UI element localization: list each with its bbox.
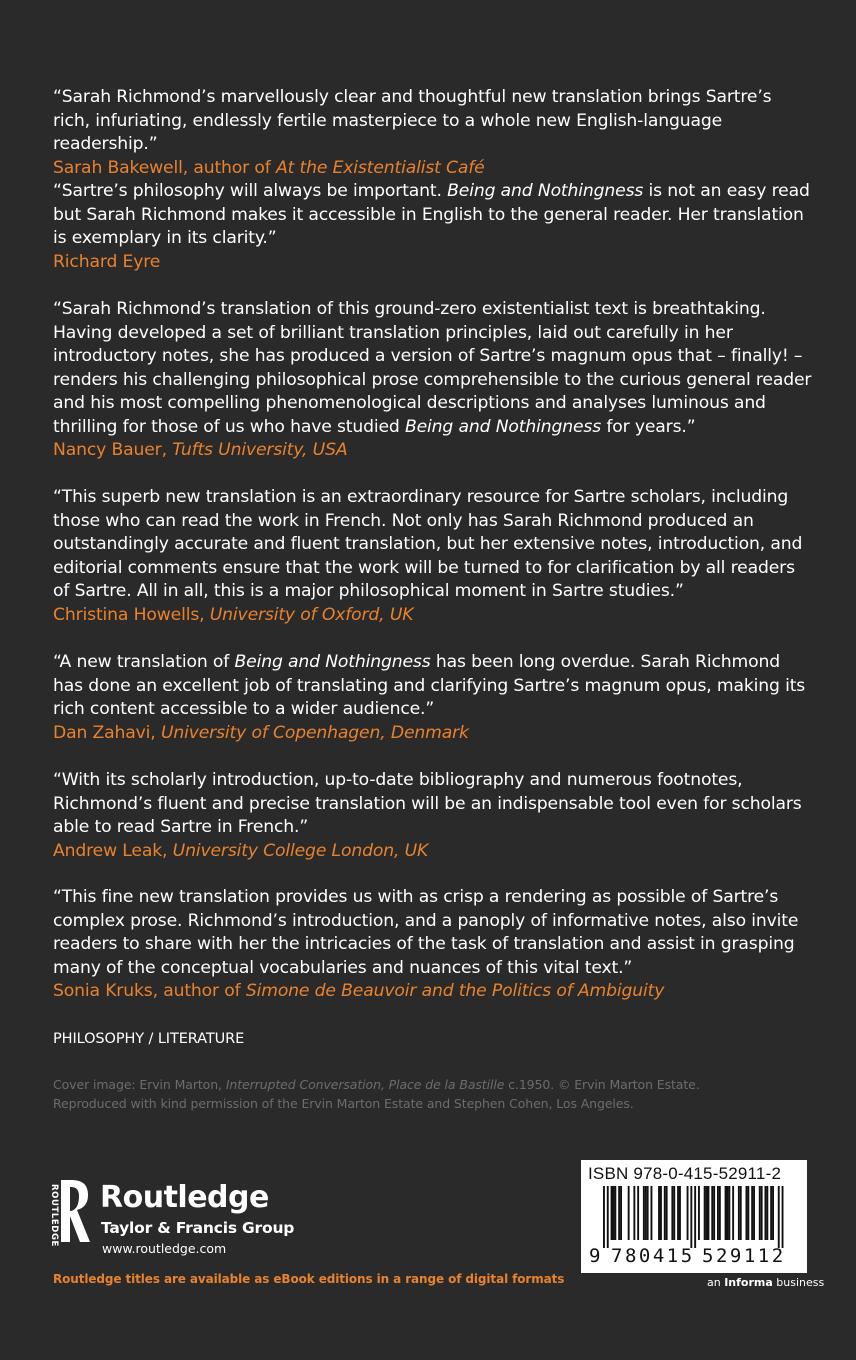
informa-business [707, 1276, 824, 1289]
barcode-bar [706, 1186, 708, 1240]
subject-category: PHILOSOPHY / LITERATURE [53, 1031, 245, 1047]
blurb-kruks [53, 886, 813, 1004]
quote-text: “Sarah Richmond’s translation of this ground-zero existentialist text is breathtaking. Having developed a set of brilliant translation principles, laid out carefully in her introductory notes, she has produced a version of Sartre’s magnum opus that – finally! – renders his challenging philosophical prose comprehensible to the curious general reader and his most compelling phenomenological descriptions and analyses luminous and thrilling for those of us who have studied [53, 299, 812, 437]
barcode-bar [765, 1186, 767, 1240]
barcode-bar [679, 1186, 681, 1240]
blurb-quote [53, 298, 813, 439]
isbn-label: ISBN 978-0-415-52911-2 [588, 1164, 782, 1183]
blurb-author: Andrew Leak, [53, 840, 173, 861]
barcode-bar [666, 1186, 668, 1240]
ebook-note: Routledge titles are available as eBook editions in a range of digital formats [53, 1272, 565, 1286]
isbn-barcode [581, 1160, 807, 1273]
barcode-bar [651, 1186, 653, 1240]
barcode-bar [727, 1186, 729, 1240]
blurb-bauer [53, 298, 813, 463]
routledge-logo [44, 1178, 304, 1258]
credit-line-1 [53, 1075, 813, 1094]
barcode-bar [747, 1186, 749, 1240]
barcode-digits-left: 780415 [611, 1245, 695, 1267]
quote-text: for years.” [601, 416, 696, 437]
barcode-bar [690, 1186, 692, 1248]
blurb-quote: “With its scholarly introduction, up-to-date bibliography and numerous footnotes, Richmond’s fluent and precise translation will be an indispensable tool even for scholars able to read Sartre in French.” [53, 770, 802, 837]
informa-text: business [772, 1276, 825, 1289]
blurb-affiliation: University College London, UK [172, 840, 429, 861]
barcode-bar [698, 1186, 700, 1240]
cover-image-credit [53, 1075, 813, 1113]
barcode-bar [687, 1186, 689, 1240]
blurb-quote: “This fine new translation provides us with as crisp a rendering as possible of Sartre’s complex prose. Richmond’s introduction, and a panoply of informative notes, also invite readers to share with her the intricacies of the task of translation and assist in grasping many of the conceptual vocabularies and nuances of this vital text.” [53, 887, 799, 978]
barcode-bar [732, 1186, 734, 1240]
blurb-author: Dan Zahavi, [53, 722, 161, 743]
vertical-publisher-mark: ROUTLEDGE [49, 1184, 59, 1247]
blurb-affiliation: University of Copenhagen, Denmark [160, 722, 469, 743]
barcode-digit-first: 9 [589, 1245, 601, 1267]
barcode-bar [770, 1186, 772, 1240]
blurb-attribution [53, 980, 813, 1004]
barcode-bar [633, 1186, 635, 1240]
barcode-bar [772, 1186, 774, 1240]
barcode-bar [645, 1186, 647, 1240]
blurb-quote: “This superb new translation is an extraordinary resource for Sartre scholars, including those who can read the work in French. Not only has Sarah Richmond produced an outstandingly accurate and fluent translation, but her extensive notes, introduction, and editorial comments ensure that the work will be turned to for clarification by all readers of Sartre. All in all, this is a major philosophical moment in Sartre studies.” [53, 487, 803, 601]
blurb-author: Richard Eyre [53, 251, 161, 272]
barcode-bar [725, 1186, 727, 1240]
barcode-bar [607, 1186, 609, 1248]
blurb-eyre [53, 180, 813, 274]
blurb-author: Sarah Bakewell, author of [53, 157, 276, 178]
quote-text: is not an easy read but Sarah Richmond makes it accessible in English to the general reader. Her translation is exemplary in its clarity.” [53, 181, 810, 248]
barcode-bar [751, 1186, 753, 1240]
barcode-bar [618, 1186, 620, 1240]
barcode-bar [717, 1186, 719, 1240]
blurb-author: Nancy Bauer, [53, 440, 173, 460]
barcode-bar [677, 1186, 679, 1240]
publisher-name: Routledge [100, 1180, 269, 1215]
blurb-attribution [53, 439, 813, 463]
blurb-author: Christina Howells, [53, 604, 210, 625]
barcode-bar [664, 1186, 666, 1240]
quote-title: Being and Nothingness [447, 181, 644, 201]
barcode-bar [704, 1186, 706, 1240]
barcode-bar [746, 1186, 748, 1240]
barcode-bar [728, 1186, 730, 1240]
blurb-quote [53, 651, 813, 722]
blurb-quote: “Sarah Richmond’s marvellously clear and thoughtful new translation brings Sartre’s rich, infuriating, endlessly fertile masterpiece to a whole new English-language readership.” [53, 87, 772, 154]
barcode-bar [738, 1186, 740, 1240]
barcode-bar [753, 1186, 755, 1240]
blurb-author: Sonia Kruks, author of [53, 981, 246, 1001]
publisher-url[interactable]: www.routledge.com [102, 1241, 227, 1256]
blurb-affiliation: At the Existentialist Café [275, 157, 485, 178]
quote-title: Being and Nothingness [234, 652, 431, 672]
blurb-affiliation: Tufts University, USA [172, 440, 348, 460]
barcode-bar [671, 1186, 673, 1240]
blurb-affiliation: Simone de Beauvoir and the Politics of Ambiguity [245, 981, 665, 1001]
barcode-bar [611, 1186, 613, 1240]
blurb-attribution [53, 604, 813, 628]
blurb-leak [53, 769, 813, 863]
informa-brand: Informa [724, 1276, 773, 1289]
credit-text: c.1950. © Ervin Marton Estate. [504, 1077, 700, 1092]
barcode-bar [740, 1186, 742, 1240]
quote-text: “A new translation of [53, 652, 235, 672]
quote-text: has been long overdue. Sarah Richmond has done an excellent job of translating and clarifying Sartre’s magnum opus, making its rich content accessible to a wider audience.” [53, 652, 806, 719]
routledge-r-icon [44, 1178, 94, 1248]
blurb-attribution [53, 157, 813, 181]
barcode-digits-right: 529112 [702, 1245, 786, 1267]
credit-artwork-title: Interrupted Conversation, Place de la Bastille [225, 1077, 505, 1092]
barcode-bar [620, 1186, 622, 1240]
quote-title: Being and Nothingness [404, 416, 602, 437]
blurb-quote [53, 180, 813, 251]
blurb-howells [53, 486, 813, 627]
barcode-bar [713, 1186, 715, 1240]
blurb-attribution [53, 251, 813, 275]
quote-text: “Sartre’s philosophy will always be important. [53, 181, 448, 201]
informa-text: an [707, 1276, 725, 1289]
barcode-bar [766, 1186, 768, 1240]
barcode-bar [613, 1186, 615, 1240]
blurb-attribution [53, 722, 813, 746]
barcode-bar [759, 1186, 761, 1240]
blurb-zahavi [53, 651, 813, 745]
barcode-bar [782, 1186, 784, 1248]
barcode-bar [643, 1186, 645, 1240]
barcode-bar [761, 1186, 763, 1240]
barcode-bar [711, 1186, 713, 1240]
credit-line-2: Reproduced with kind permission of the Ervin Marton Estate and Stephen Cohen, Los Angeles. [53, 1096, 634, 1111]
barcode-bar [660, 1186, 662, 1240]
blurb-bakewell [53, 86, 813, 180]
barcode-bar [637, 1186, 639, 1240]
barcode-bar [614, 1186, 616, 1240]
barcode-bars [589, 1186, 801, 1250]
barcode-bar [694, 1186, 696, 1248]
blurb-affiliation: University of Oxford, UK [209, 604, 414, 625]
barcode-bar [719, 1186, 721, 1240]
barcode-bar [673, 1186, 675, 1240]
barcode-bar [778, 1186, 780, 1248]
barcode-bar [628, 1186, 630, 1240]
barcode-bar [603, 1186, 605, 1248]
barcode-bar [708, 1186, 710, 1240]
barcode-bar [647, 1186, 649, 1240]
barcode-bar [658, 1186, 660, 1240]
publisher-group: Taylor & Francis Group [101, 1219, 295, 1237]
blurb-attribution [53, 840, 813, 864]
credit-text: Cover image: Ervin Marton, [53, 1077, 226, 1092]
